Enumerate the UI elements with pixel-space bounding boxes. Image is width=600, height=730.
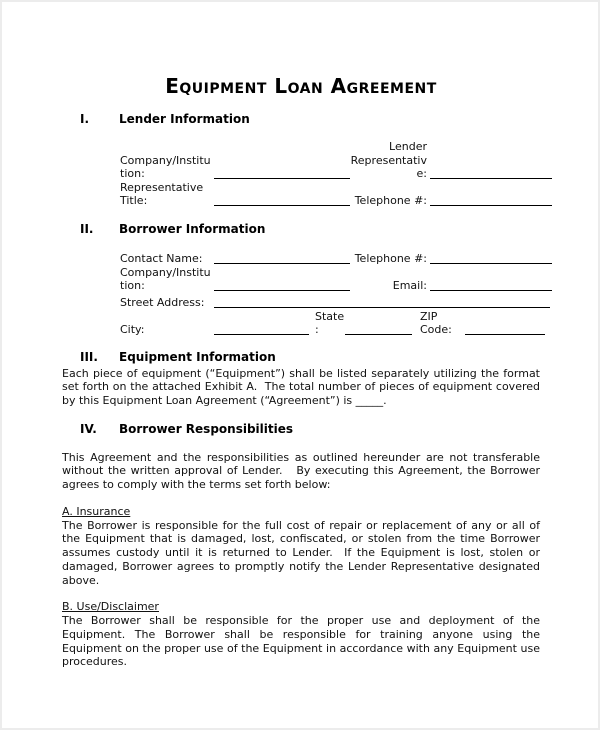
- email-label: Email:: [392, 279, 427, 292]
- contact-name-blank-line: [214, 249, 350, 264]
- document-title: Equipment Loan Agreement: [165, 74, 437, 98]
- section-heading-lender-information: [80, 112, 540, 126]
- section-title: Equipment Information: [119, 349, 276, 364]
- section-heading-equipment-information: [80, 350, 540, 364]
- lender-representative-blank-line: [430, 164, 552, 179]
- use-disclaimer-paragraph: The Borrower shall be responsible for the proper use and deployment of the Equipment. The Borrower shall be responsible for training anyone using the Equipment on the proper use of the Equipment in accordance with any Equipment use procedures.: [62, 614, 544, 669]
- section-title: Borrower Responsibilities: [119, 421, 294, 436]
- section-number: II.: [80, 221, 94, 236]
- section-number: III.: [80, 349, 98, 364]
- borrower-telephone-label: Telephone #:: [354, 252, 427, 265]
- section-heading-borrower-responsibilities: [80, 422, 540, 436]
- representative-title-blank-line: [214, 191, 350, 206]
- borrower-form-row-4: [120, 310, 540, 337]
- lender-telephone-label: Telephone #:: [354, 194, 427, 207]
- state-blank-line: [345, 320, 412, 335]
- city-label: City:: [120, 323, 145, 336]
- borrower-form-row-2: [120, 266, 540, 293]
- company-institution-label: Company/Institution:: [120, 153, 211, 180]
- borrower-form-row-3: [120, 293, 540, 310]
- city-blank-line: [214, 320, 309, 335]
- subsection-label-use-disclaimer: B. Use/Disclaimer: [62, 600, 159, 614]
- section-title: Lender Information: [119, 112, 250, 126]
- lender-telephone-blank-line: [430, 191, 552, 206]
- company-institution-blank-line: [214, 164, 350, 179]
- zip-code-blank-line: [465, 320, 545, 335]
- lender-information-form: [62, 140, 540, 208]
- borrower-telephone-blank-line: [430, 249, 552, 264]
- subsection-label-insurance: A. Insurance: [62, 504, 131, 518]
- representative-title-label: Representative Title:: [120, 180, 204, 207]
- section-title: Borrower Information: [119, 221, 266, 236]
- borrower-form-row-1: [120, 249, 540, 266]
- borrower-company-institution-label: Company/Institution:: [120, 265, 211, 292]
- zip-code-label: ZIP Code:: [420, 309, 452, 336]
- lender-form-row-2: [120, 181, 540, 208]
- borrower-responsibilities-paragraph: This Agreement and the responsibilities as outlined hereunder are not transferable without the written approval of Lender. By executing this Agreement, the Borrower agrees to comply with the terms set forth below:: [62, 450, 544, 492]
- email-blank-line: [430, 276, 552, 291]
- street-address-blank-line: [214, 293, 550, 308]
- section-number: IV.: [80, 421, 97, 436]
- borrower-company-institution-blank-line: [214, 276, 350, 291]
- borrower-information-form: [62, 249, 540, 337]
- contact-name-label: Contact Name:: [120, 252, 203, 265]
- lender-representative-label: Lender Representative:: [350, 140, 427, 180]
- street-address-label: Street Address:: [120, 296, 205, 309]
- section-heading-borrower-information: [80, 222, 540, 236]
- section-number: I.: [80, 112, 90, 126]
- lender-form-row-1: [120, 140, 540, 181]
- equipment-information-paragraph: Each piece of equipment (“Equipment”) shall be listed separately utilizing the format set forth on the attached Exhibit A. The total number of pieces of equipment covered by this Equipment Loan Agreement (“Agreement”) is _____.: [62, 366, 544, 407]
- state-label: State:: [315, 309, 345, 336]
- insurance-paragraph: The Borrower is responsible for the full cost of repair or replacement of any or all of the Equipment that is damaged, lost, confiscated, or stolen from the time Borrower assumes custody until it is returned to Lender. If the Equipment is lost, stolen or damaged, Borrower agrees to promptly notify the Lender Representative designated above.: [62, 518, 544, 587]
